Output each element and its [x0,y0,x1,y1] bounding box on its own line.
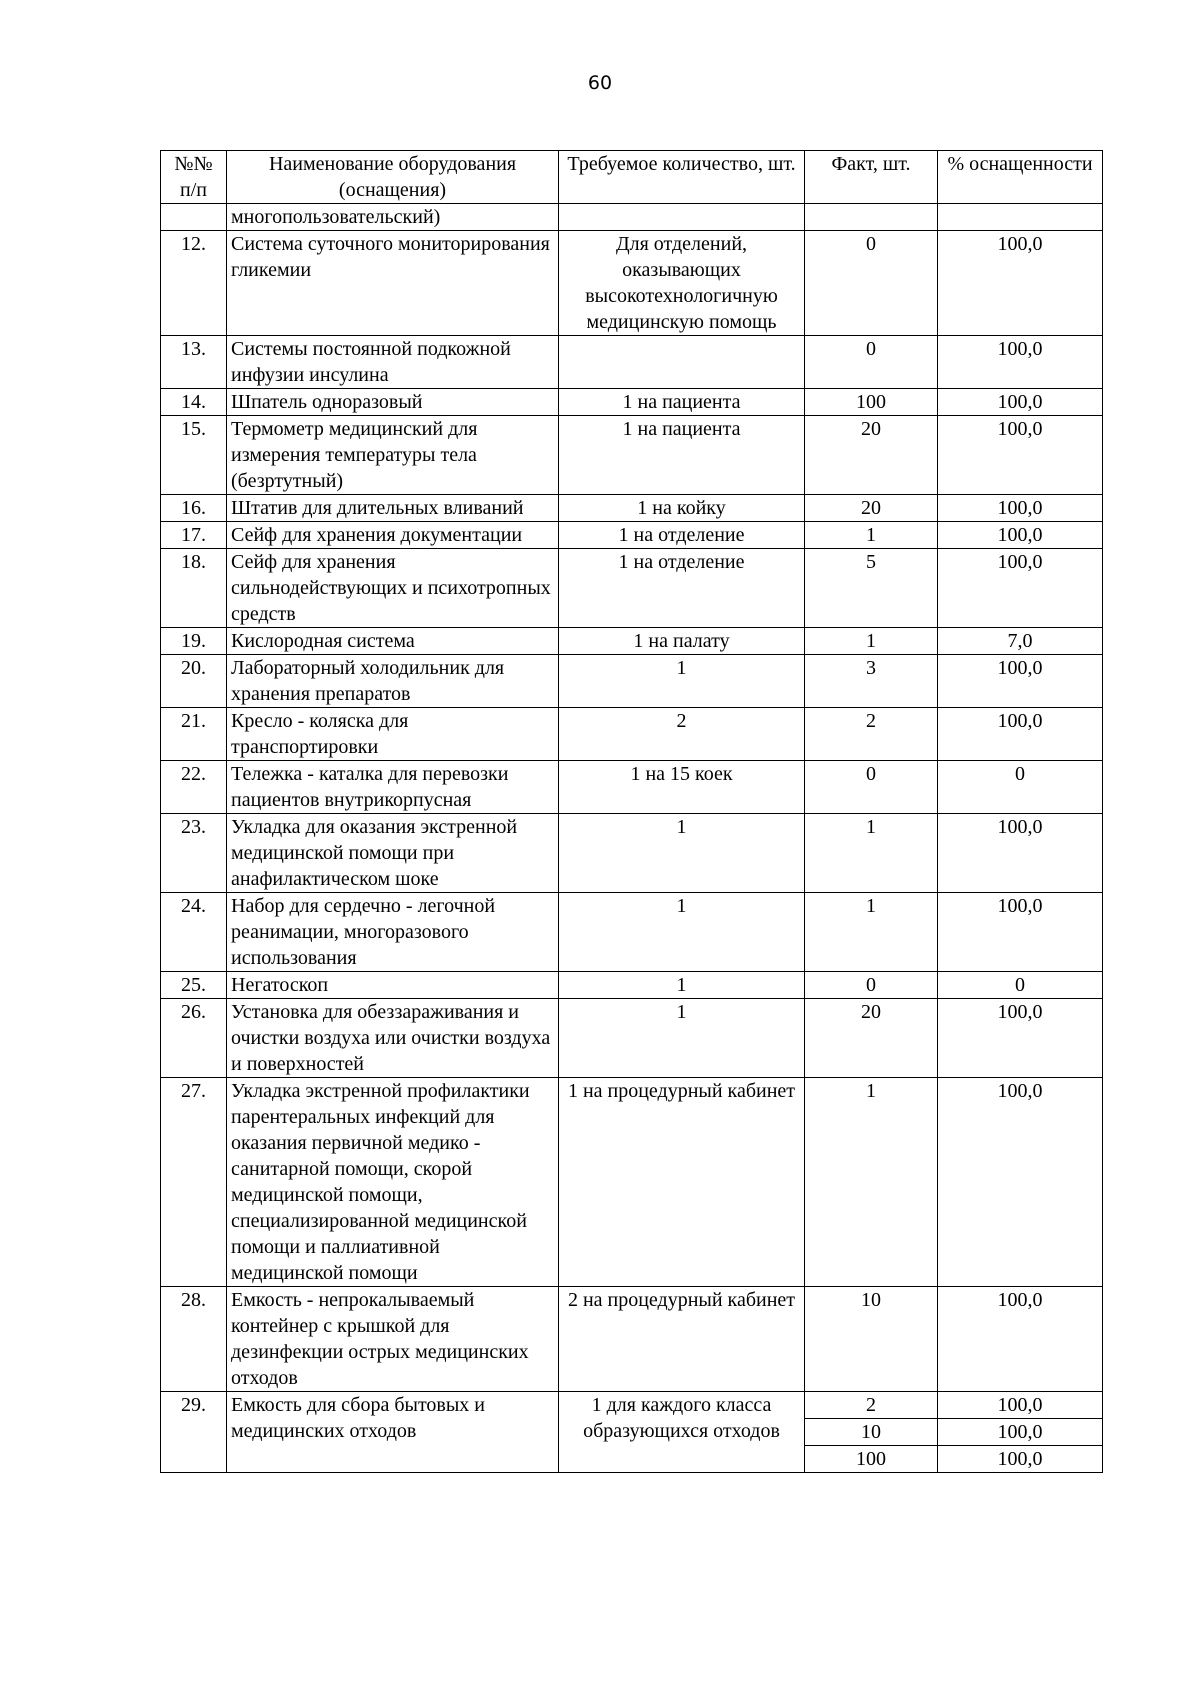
fact-quantity-cell: 10 [805,1419,938,1446]
equipment-name-cell: Емкость - непрокалываемый контейнер с крышкой для дезинфекции острых медицинских отходов [227,1287,559,1392]
equipment-name-cell: Шпатель одноразовый [227,389,559,416]
percent-equipped-cell: 100,0 [938,708,1103,761]
table-row [161,336,1103,389]
required-quantity-cell: 1 на отделение [559,522,805,549]
table-row [161,389,1103,416]
required-quantity-cell: 1 на 15 коек [559,761,805,814]
percent-equipped-cell: 100,0 [938,999,1103,1078]
percent-equipped-cell: 100,0 [938,389,1103,416]
row-number-cell: 28. [161,1287,227,1392]
header-required: Требуемое количество, шт. [559,151,805,204]
equipment-name-cell: Кресло - коляска для транспортировки [227,708,559,761]
equipment-name-cell: Установка для обеззараживания и очистки воздуха или очистки воздуха и поверхностей [227,999,559,1078]
equipment-name-cell: Термометр медицинский для измерения температуры тела (безртутный) [227,416,559,495]
table-row [161,655,1103,708]
percent-equipped-cell: 100,0 [938,893,1103,972]
table-row [161,893,1103,972]
page-number: 60 [587,72,613,94]
percent-equipped-cell: 100,0 [938,1287,1103,1392]
table-row [161,416,1103,495]
equipment-name-cell: Набор для сердечно - легочной реанимации, многоразового использования [227,893,559,972]
required-quantity-cell: 1 [559,814,805,893]
row-number-cell: 16. [161,495,227,522]
table-row [161,972,1103,999]
row-number-cell: 21. [161,708,227,761]
required-quantity-cell: 1 на отделение [559,549,805,628]
row-number-cell: 26. [161,999,227,1078]
equipment-name-cell: Укладка для оказания экстренной медицинской помощи при анафилактическом шоке [227,814,559,893]
row-number-cell: 14. [161,389,227,416]
table-header-row [161,151,1103,204]
fact-quantity-cell: 20 [805,495,938,522]
table-row [161,522,1103,549]
row-number-cell: 29. [161,1392,227,1473]
row-number-cell: 22. [161,761,227,814]
fact-quantity-cell: 1 [805,628,938,655]
fact-quantity-cell: 3 [805,655,938,708]
percent-equipped-cell: 100,0 [938,1446,1103,1473]
table-row [161,628,1103,655]
header-name: Наименование оборудования (оснащения) [227,151,559,204]
row-number-cell: 19. [161,628,227,655]
required-quantity-cell: 1 на койку [559,495,805,522]
row-number-cell: 24. [161,893,227,972]
fact-quantity-cell: 5 [805,549,938,628]
percent-equipped-cell: 100,0 [938,1078,1103,1287]
fact-quantity-cell: 0 [805,972,938,999]
table-row [161,814,1103,893]
continuation-num-cell [161,204,227,231]
required-quantity-cell: 2 на процедурный кабинет [559,1287,805,1392]
percent-equipped-cell: 100,0 [938,549,1103,628]
row-number-cell: 18. [161,549,227,628]
percent-equipped-cell: 100,0 [938,1392,1103,1419]
table-row [161,1287,1103,1392]
row-number-cell: 15. [161,416,227,495]
percent-equipped-cell: 0 [938,761,1103,814]
equipment-name-cell: Кислородная система [227,628,559,655]
required-quantity-cell: Для отделений, оказывающих высокотехнологичную медицинскую помощь [559,231,805,336]
table-row [161,1078,1103,1287]
percent-equipped-cell: 100,0 [938,231,1103,336]
required-quantity-cell: 1 на пациента [559,389,805,416]
required-quantity-cell: 1 для каждого класса образующихся отходов [559,1392,805,1473]
fact-quantity-cell: 100 [805,1446,938,1473]
percent-equipped-cell: 100,0 [938,814,1103,893]
required-quantity-cell: 1 на процедурный кабинет [559,1078,805,1287]
percent-equipped-cell: 100,0 [938,522,1103,549]
table-row [161,495,1103,522]
percent-equipped-cell: 100,0 [938,416,1103,495]
equipment-name-cell: Укладка экстренной профилактики парентеральных инфекций для оказания первичной медико - санитарной помощи, скорой медицинской помощи, специализированной медицинской помощи и паллиативной медицинской помощи [227,1078,559,1287]
row-number-cell: 12. [161,231,227,336]
required-quantity-cell [559,336,805,389]
continuation-percent-cell [938,204,1103,231]
percent-equipped-cell: 0 [938,972,1103,999]
table-row [161,761,1103,814]
equipment-name-cell: Система суточного мониторирования гликемии [227,231,559,336]
equipment-name-cell: Негатоскоп [227,972,559,999]
row-number-cell: 23. [161,814,227,893]
continuation-name-cell: многопользовательский) [227,204,559,231]
equipment-name-cell: Сейф для хранения документации [227,522,559,549]
fact-quantity-cell: 2 [805,708,938,761]
continuation-fact-cell [805,204,938,231]
fact-quantity-cell: 10 [805,1287,938,1392]
equipment-name-cell: Тележка - каталка для перевозки пациентов внутрикорпусная [227,761,559,814]
percent-equipped-cell: 7,0 [938,628,1103,655]
required-quantity-cell: 1 [559,972,805,999]
header-num: №№ п/п [161,151,227,204]
percent-equipped-cell: 100,0 [938,655,1103,708]
required-quantity-cell: 2 [559,708,805,761]
equipment-name-cell: Системы постоянной подкожной инфузии инсулина [227,336,559,389]
required-quantity-cell: 1 [559,893,805,972]
fact-quantity-cell: 2 [805,1392,938,1419]
fact-quantity-cell: 0 [805,336,938,389]
table-row [161,708,1103,761]
required-quantity-cell: 1 на пациента [559,416,805,495]
equipment-table [160,150,1103,1473]
row-number-cell: 13. [161,336,227,389]
table-row [161,999,1103,1078]
fact-quantity-cell: 20 [805,999,938,1078]
row-number-cell: 20. [161,655,227,708]
required-quantity-cell: 1 [559,999,805,1078]
fact-quantity-cell: 1 [805,522,938,549]
required-quantity-cell: 1 на палату [559,628,805,655]
continuation-required-cell [559,204,805,231]
table-row [161,231,1103,336]
header-percent: % оснащенности [938,151,1103,204]
row-number-cell: 25. [161,972,227,999]
fact-quantity-cell: 1 [805,1078,938,1287]
equipment-name-cell: Емкость для сбора бытовых и медицинских отходов [227,1392,559,1473]
percent-equipped-cell: 100,0 [938,1419,1103,1446]
fact-quantity-cell: 20 [805,416,938,495]
table-row [161,1392,1103,1419]
percent-equipped-cell: 100,0 [938,336,1103,389]
continuation-row [161,204,1103,231]
required-quantity-cell: 1 [559,655,805,708]
header-fact: Факт, шт. [805,151,938,204]
row-number-cell: 27. [161,1078,227,1287]
fact-quantity-cell: 1 [805,814,938,893]
table-row [161,549,1103,628]
row-number-cell: 17. [161,522,227,549]
equipment-name-cell: Сейф для хранения сильнодействующих и психотропных средств [227,549,559,628]
fact-quantity-cell: 100 [805,389,938,416]
fact-quantity-cell: 0 [805,231,938,336]
equipment-name-cell: Лабораторный холодильник для хранения препаратов [227,655,559,708]
fact-quantity-cell: 0 [805,761,938,814]
fact-quantity-cell: 1 [805,893,938,972]
percent-equipped-cell: 100,0 [938,495,1103,522]
equipment-name-cell: Штатив для длительных вливаний [227,495,559,522]
table-body [161,204,1103,1473]
